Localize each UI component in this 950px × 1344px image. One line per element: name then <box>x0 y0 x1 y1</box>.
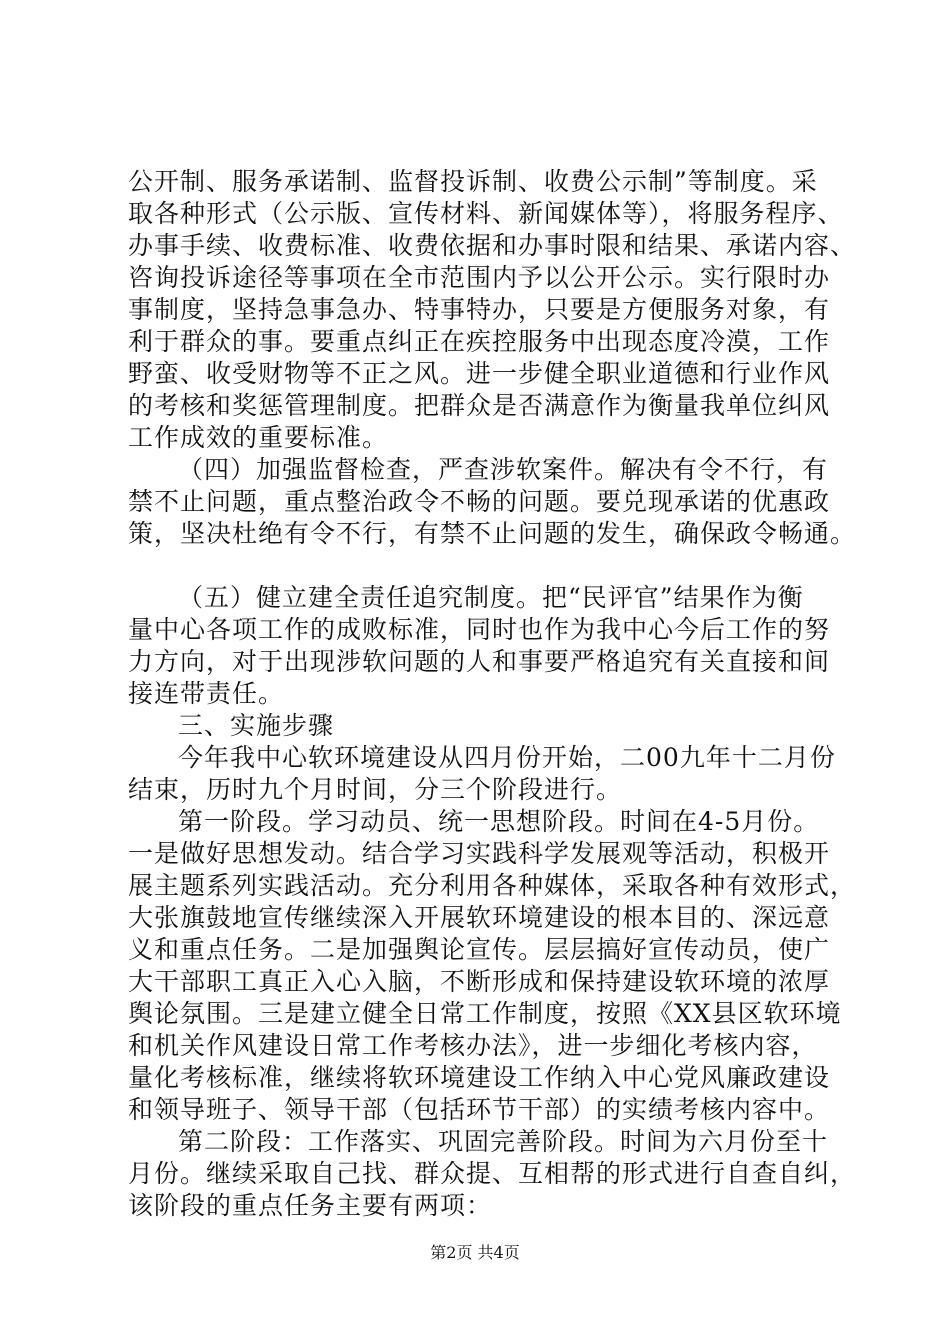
text-line: 第二阶段：工作落实、巩固完善阶段。时间为六月份至十 <box>178 1127 829 1156</box>
text-line: 展主题系列实践活动。充分利用各种媒体，采取各种有效形式， <box>128 871 857 900</box>
text-line: 咨询投诉途径等事项在全市范围内予以公开公示。实行限时办 <box>128 263 831 292</box>
page-footer: 第2页 共4页 <box>430 1243 520 1262</box>
text-line: （五）健立建全责任追究制度。把“民评官”结果作为衡 <box>178 583 804 612</box>
text-line: 第一阶段。学习动员、统一思想阶段。时间在4-5月份。 <box>178 807 820 836</box>
text-line: （四）加强监督检查，严查涉软案件。解决有令不行，有 <box>178 455 829 484</box>
text-line: 和机关作风建设日常工作考核办法》，进一步细化考核内容， <box>128 1031 818 1060</box>
text-line: 的考核和奖惩管理制度。把群众是否满意作为衡量我单位纠风 <box>128 391 831 420</box>
text-line: 办事手续、收费标准、收费依据和办事时限和结果、承诺内容、 <box>128 231 857 260</box>
text-line: 今年我中心软环境建设从四月份开始，二00九年十二月份 <box>178 743 836 772</box>
text-line: 工作成效的重要标准。 <box>128 423 389 452</box>
text-line: 野蛮、收受财物等不正之风。进一步健全职业道德和行业作风 <box>128 359 831 388</box>
text-line: 量中心各项工作的成败标准，同时也作为我中心今后工作的努 <box>128 615 831 644</box>
text-line: 量化考核标准，继续将软环境建设工作纳入中心党风廉政建设 <box>128 1063 831 1092</box>
text-line: 三、实施步骤 <box>178 711 335 740</box>
text-line: 大张旗鼓地宣传继续深入开展软环境建设的根本目的、深远意 <box>128 903 831 932</box>
text-line: 结束，历时九个月时间，分三个阶段进行。 <box>128 775 623 804</box>
text-line: 取各种形式（公示版、宣传材料、新闻媒体等），将服务程序、 <box>128 199 844 228</box>
text-line: 禁不止问题，重点整治政令不畅的问题。要兑现承诺的优惠政 <box>128 487 831 516</box>
text-line: 策，坚决杜绝有令不行，有禁不止问题的发生，确保政令畅通。 <box>128 519 857 548</box>
text-line: 月份。继续采取自己找、群众提、互相帮的形式进行自查自纠， <box>128 1159 857 1188</box>
text-line: 一是做好思想发动。结合学习实践科学发展观等活动，积极开 <box>128 839 831 868</box>
text-line: 利于群众的事。要重点纠正在疾控服务中出现态度冷漠，工作 <box>128 327 831 356</box>
text-line: 大干部职工真正入心入脑，不断形成和保持建设软环境的浓厚 <box>128 967 831 996</box>
text-line: 义和重点任务。二是加强舆论宣传。层层搞好宣传动员，使广 <box>128 935 831 964</box>
text-line: 接连带责任。 <box>128 679 285 708</box>
document-body <box>128 166 857 1222</box>
text-line: 该阶段的重点任务主要有两项： <box>128 1191 493 1220</box>
text-line: 舆论氛围。三是建立健全日常工作制度，按照《XX县区软环境 <box>128 999 842 1028</box>
text-line: 和领导班子、领导干部（包括环节干部）的实绩考核内容中。 <box>128 1095 831 1124</box>
text-line: 力方向，对于出现涉软问题的人和事要严格追究有关直接和间 <box>128 647 831 676</box>
text-line: 公开制、服务承诺制、监督投诉制、收费公示制”等制度。采 <box>128 167 818 196</box>
text-line: 事制度，坚持急事急办、特事特办，只要是方便服务对象，有 <box>128 295 831 324</box>
blank-line <box>128 550 828 582</box>
